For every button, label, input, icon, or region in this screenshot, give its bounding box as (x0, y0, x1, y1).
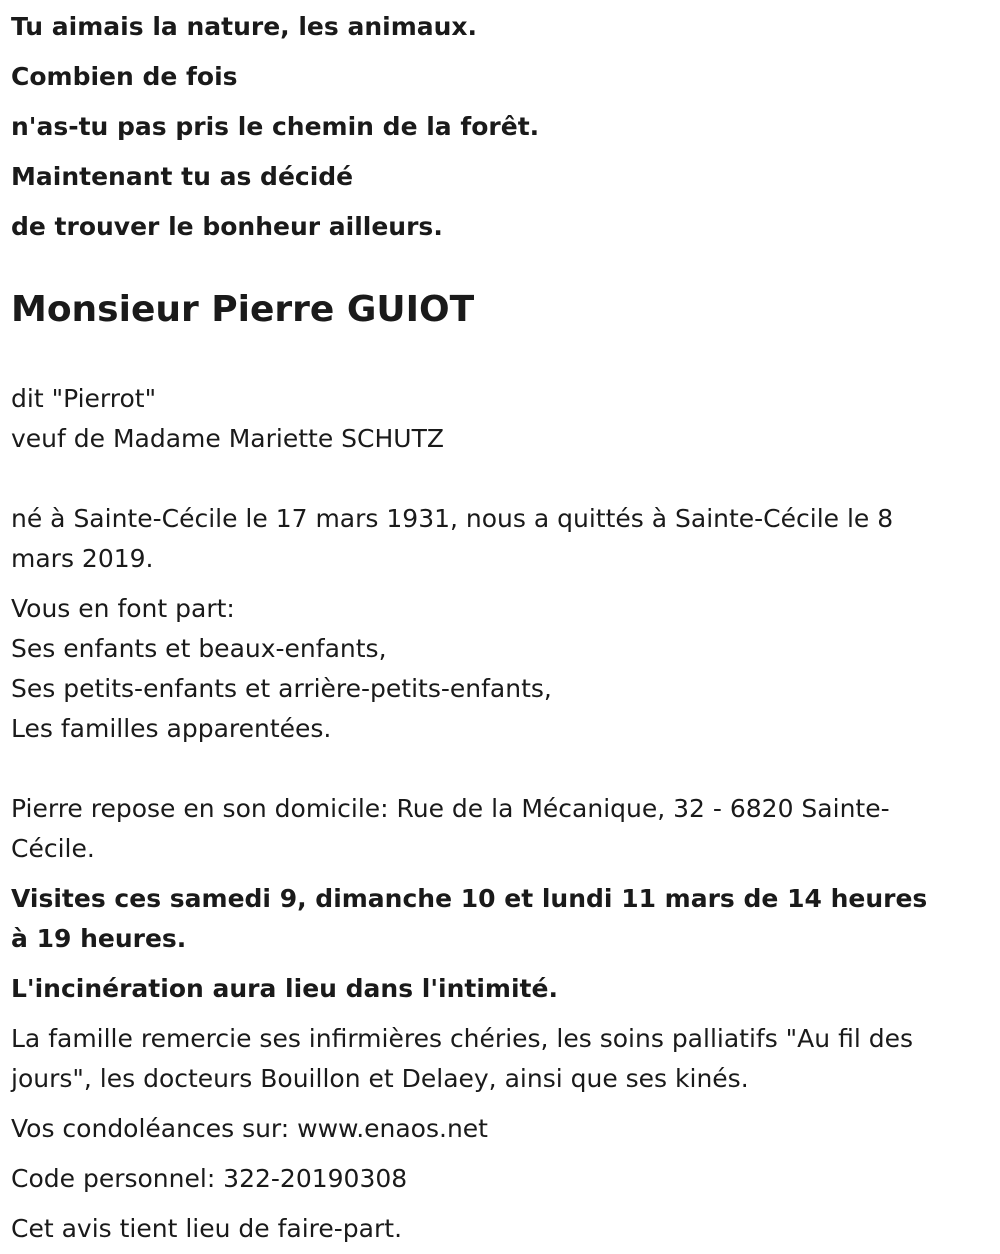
notice-line: Cet avis tient lieu de faire-part. (11, 1214, 403, 1243)
poem-line: Tu aimais la nature, les animaux. (11, 12, 478, 41)
repose-address: Pierre repose en son domicile: Rue de la Mécanique, 32 - 6820 Sainte-Cécile. (11, 794, 890, 863)
thanks-message: La famille remercie ses infirmières chéries, les soins palliatifs "Au fil des jours", les docteurs Bouillon et Delaey, ainsi que ses kinés. (11, 1024, 913, 1093)
poem-line: Combien de fois (11, 62, 238, 91)
poem-line: n'as-tu pas pris le chemin de la forêt. (11, 112, 540, 141)
cremation-notice: L'incinération aura lieu dans l'intimité. (11, 974, 558, 1003)
announcement-block (11, 589, 1000, 749)
deceased-name: Monsieur Pierre GUIOT (11, 289, 475, 330)
family-line: Ses enfants et beaux-enfants, (11, 634, 387, 663)
visits-schedule: Visites ces samedi 9, dimanche 10 et lundi 11 mars de 14 heures à 19 heures. (11, 884, 928, 953)
announcement-intro: Vous en font part: (11, 594, 235, 623)
personal-code: Code personnel: 322-20190308 (11, 1164, 408, 1193)
spouse: veuf de Madame Mariette SCHUTZ (11, 424, 444, 453)
poem-line: Maintenant tu as décidé (11, 162, 354, 191)
condolences-line: Vos condoléances sur: www.enaos.net (11, 1114, 488, 1143)
poem-line: de trouver le bonheur ailleurs. (11, 212, 443, 241)
birth-death-dates: né à Sainte-Cécile le 17 mars 1931, nous a quittés à Sainte-Cécile le 8 mars 2019. (11, 504, 894, 573)
identity-block (11, 379, 1000, 459)
family-line: Ses petits-enfants et arrière-petits-enfants, (11, 674, 552, 703)
poem (11, 0, 1000, 257)
family-line: Les familles apparentées. (11, 714, 332, 743)
nickname: dit "Pierrot" (11, 384, 157, 413)
